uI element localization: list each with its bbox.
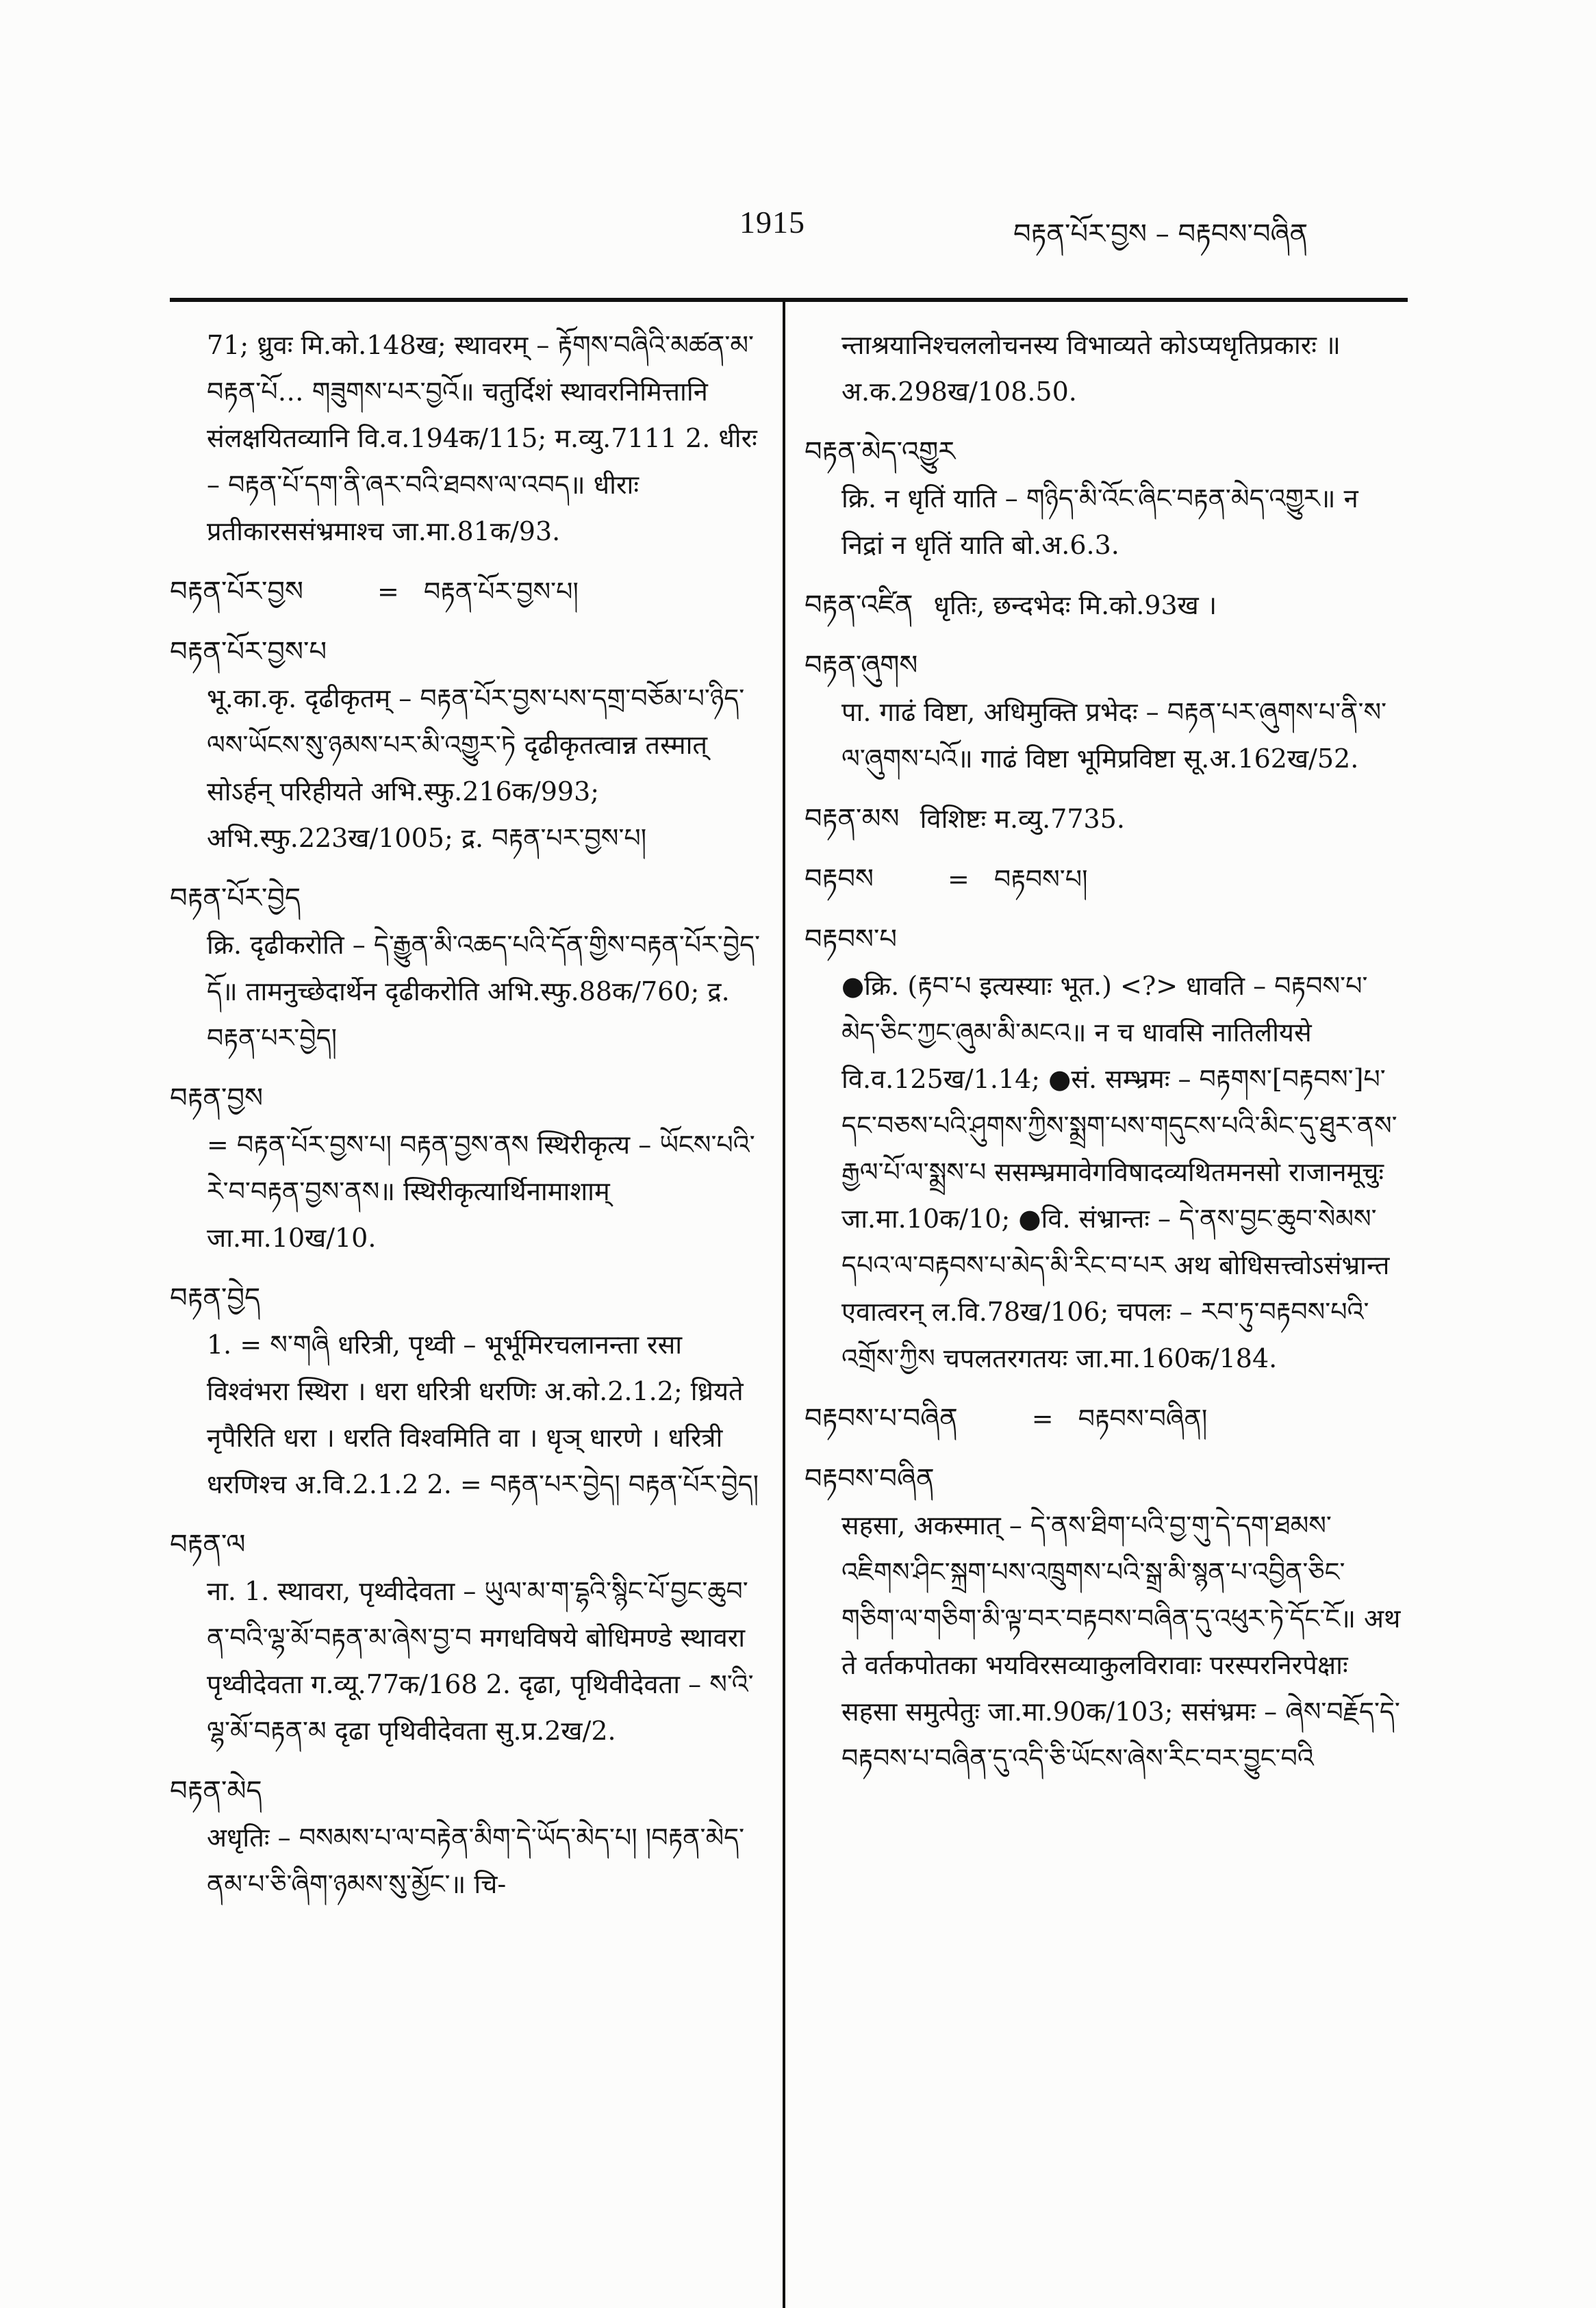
entry-headword: བརྟན་བྱས	[170, 1082, 264, 1114]
entry-headword: བརྟན་པོར་བྱས	[170, 576, 304, 607]
dictionary-entry	[170, 875, 767, 1061]
entry-xref-target: བརྟབས་པ།	[993, 864, 1088, 894]
dictionary-entry	[805, 429, 1402, 568]
continued-text: 71; ध्रुवः मि.को.148ख; स्थावरम् – རྟོགས་བཞིའི་མཚན་མ་བརྟན་པོ… གཟུགས་པར་བྱའོ॥ चतुर्दिशं स्थावरनिमित्तानि संलक्षयितव्यानि वि.व.194क/115; म.व्यु.7111 2. धीरः – བརྟན་པོ་དག་ནི་ཞར་བའི་ཐབས་ལ་འབད॥ धीराः प्रतीकारससंभ्रमाश्च जा.मा.81क/93.	[207, 330, 757, 546]
dictionary-entry	[805, 856, 1402, 902]
entry-xref-target: བརྟན་པོར་བྱས་པ།	[423, 576, 579, 607]
entry-headword: བརྟན་མེད་འགྱུར	[805, 436, 956, 468]
entry-headword: བརྟབས	[805, 863, 874, 895]
dictionary-entry	[170, 629, 767, 861]
entry-definition: ●क्रि. (རྟབ་པ इत्यस्याः भूत.) <?> धावति – བརྟབས་པ་མེད་ཅིང་ཀྱང་ཞུམ་མི་མངའ॥ न च धावसि नातिलीयसे वि.व.125ख/1.14; ●सं. सम्भ्रमः – བརྟགས་[བརྟབས་]པ་དང་བཅས་པའི་ཤུགས་ཀྱིས་སྨྲག་པས་གདུངས་པའི་མིང་དུ་ཐུར་ནས་རྒྱལ་པོ་ལ་སྨྲས་པ ससम्भ्रमावेगविषादव्यथितमनसो राजानमूचुः जा.मा.10क/10; ●वि. संभ्रान्तः – དེ་ནས་བྱང་ཆུབ་སེམས་དཔའ་ལ་བརྟབས་པ་མེད་མི་རིང་བ་པར अथ बोधिसत्त्वोऽसंभ्रान्त एवात्वरन् ल.वि.78ख/106; चपलः – རབ་ཏུ་བརྟབས་པའི་འགྲོས་ཀྱིས चपलतरगतयः जा.मा.160क/184.	[841, 971, 1397, 1373]
entry-definition: अधृतिः – བསམས་པ་ལ་བརྟེན་མིག་དེ་ཡོད་མེད་པ། །བརྟན་མེད་ནམ་པ་ཅི་ཞིག་ཉམས་སུ་མྱོང་॥ चि-	[207, 1823, 745, 1899]
page-number: 1915	[739, 205, 805, 240]
entry-definition: पा. गाढं विष्टा, अधिमुक्ति प्रभेदः – བརྟན་པར་ཞུགས་པ་ནི་ས་ལ་ཞུགས་པའོ॥ गाढं विष्टा भूमिप्रविष्टा सू.अ.162ख/52.	[841, 697, 1387, 774]
entry-headword: བརྟབས་པ	[805, 924, 898, 955]
entry-definition: भू.का.कृ. दृढीकृतम् – བརྟན་པོར་བྱས་པས་དགྲ་བཅོམ་པ་ཉིད་ལས་ཡོངས་སུ་ཉམས་པར་མི་འགྱུར་ཏེ दृढीकृतत्वान्न तस्मात् सोऽर्हन् परिहीयते अभि.स्फु.216क/993; अभि.स्फु.223ख/1005; द्र. བརྟན་པར་བྱས་པ།	[207, 683, 745, 853]
entry-headword: བརྟན་ལ	[170, 1529, 246, 1560]
entry-xref-target: བརྟབས་བཞིན།	[1078, 1404, 1208, 1434]
dictionary-entry	[805, 1456, 1402, 1781]
entry-headword: བརྟན་པོར་བྱེད	[170, 883, 301, 914]
left-column	[170, 322, 767, 1921]
entry-definition: धृतिः, छन्दभेदः मि.को.93ख ।	[933, 590, 1217, 620]
entry-equals: =	[1031, 1404, 1054, 1434]
dictionary-entry	[805, 916, 1402, 1382]
entry-headword: བརྟན་མེད	[170, 1775, 262, 1807]
entry-headword: བརྟན་འཛིན	[805, 589, 913, 621]
entry-definition: क्रि. दृढीकरोति – དེ་རྒྱུན་མི་འཆད་པའི་དོན་གྱིས་བརྟན་པོར་བྱེད་དོ॥ तामनुच्छेदार्थेन दृढीकरोति अभि.स्फु.88क/760; द्र. བརྟན་པར་བྱེད།	[207, 930, 761, 1053]
dictionary-entry	[170, 1768, 767, 1907]
entry-definition: क्रि. न धृतिं याति – གཉིད་མི་འོང་ཞིང་བརྟན་མེད་འགྱུར॥ न निद्रां न धृतिं याति बो.अ.6.3.	[841, 483, 1358, 560]
entry-equals: =	[377, 576, 399, 607]
dictionary-entry	[805, 582, 1402, 629]
entry-definition: ना. 1. स्थावरा, पृथ्वीदेवता – ཡུལ་མ་ག་དྷའི་སྙིང་པོ་བྱང་ཆུབ་ན་བའི་ལྷ་མོ་བརྟན་མ་ཞེས་བྱ་བ मगधविषये बोधिमण्डे स्थावरा पृथ्वीदेवता ग.व्यू.77क/168 2. दृढा, पृथिवीदेवता – ས་འི་ལྷ་མོ་བརྟན་མ दृढा पृथिवीदेवता सु.प्र.2ख/2.	[207, 1576, 754, 1746]
entry-headword: བརྟན་ཞུགས	[805, 650, 918, 681]
dictionary-entry	[170, 1075, 767, 1261]
entry-headword: བརྟབས་བཞིན	[805, 1463, 935, 1495]
entry-headword: བརྟབས་པ་བཞིན	[805, 1403, 958, 1434]
dictionary-entry	[805, 796, 1402, 842]
entry-equals: =	[948, 864, 970, 894]
entry-definition: सहसा, अकस्मात् – དེ་ནས་ཐིག་པའི་བྱ་གུ་དེ་དག་ཐམས་འཇིགས་ཤིང་སྐྲག་པས་འཁྲུགས་པའི་སྒྲ་མི་སྙན་པ་འབྱིན་ཅིང་གཅིག་ལ་གཅིག་མི་ལྟ་བར་བརྟབས་བཞིན་དུ་འཕུར་ཏེ་དོང་ངོ॥ अथ ते वर्तकपोतका भयविरसव्याकुलविरावाः परस्परनिरपेक्षाः सहसा समुत्पेतुः जा.मा.90क/103; ससंभ्रमः – ཞེས་བརྗོད་དེ་བརྟབས་པ་བཞིན་དུ་འདི་ཅི་ཡོངས་ཞེས་རིང་བར་བྱུང་བའི	[841, 1510, 1401, 1773]
header-rule	[170, 298, 1408, 302]
running-head: བརྟན་པོར་བྱས – བརྟབས་བཞིན	[1013, 218, 1308, 250]
dictionary-entry	[170, 1275, 767, 1508]
continued-text: न्ताश्रयानिश्चललोचनस्य विभाव्यते कोऽप्यधृतिप्रकारः ॥ अ.क.298ख/108.50.	[841, 330, 1341, 407]
entry-definition: = བརྟན་པོར་བྱས་པ། བརྟན་བྱས་ནས स्थिरीकृत्य – ཡོངས་པའི་རེ་བ་བརྟན་བྱས་ནས॥ स्थिरीकृत्यार्थिनामाशाम् जा.मा.10ख/10.	[207, 1130, 755, 1253]
dictionary-entry	[170, 568, 767, 615]
entry-headword: བརྟན་མས	[805, 803, 900, 835]
column-divider	[783, 302, 785, 2308]
entry-definition: विशिष्टः म.व्यु.7735.	[920, 804, 1125, 834]
entry-definition: 1. = ས་གཞི धरित्री, पृथ्वी – भूर्भूमिरचलानन्ता रसा विश्वंभरा स्थिरा । धरा धरित्री धरणिः अ.को.2.1.2; ध्रियते नृपैरिति धरा । धरति विश्वमिति वा । धृञ् धारणे । धरित्री धरणिश्च अ.वि.2.1.2 2. = བརྟན་པར་བྱེད། བརྟན་པོར་བྱེད།	[207, 1330, 759, 1499]
entry-headword: བརྟན་བྱེད	[170, 1282, 261, 1314]
dictionary-entry	[170, 1521, 767, 1754]
right-column	[805, 322, 1402, 1795]
dictionary-entry	[805, 1395, 1402, 1442]
dictionary-entry	[805, 642, 1402, 782]
entry-headword: བརྟན་པོར་བྱས་པ	[170, 636, 327, 668]
